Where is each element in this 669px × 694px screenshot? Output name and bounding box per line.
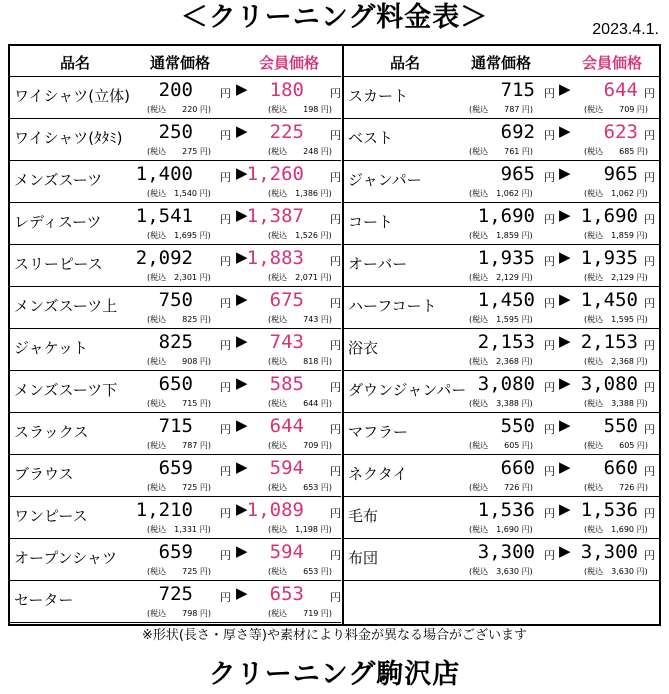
arrow-icon: ▶ — [236, 374, 248, 392]
table-row — [344, 287, 661, 329]
member-price: 623 — [603, 121, 638, 143]
item-name: ワイシャツ(立体) — [14, 87, 130, 105]
member-tax-included: (税込 1,526 円) — [268, 231, 332, 240]
member-tax-included: (税込 726 円) — [584, 483, 649, 492]
arrow-icon: ▶ — [559, 206, 571, 224]
member-tax-included: (税込 1,690 円) — [584, 525, 648, 534]
regular-tax-included: (税込 715 円) — [147, 399, 212, 408]
member-tax-included: (税込 1,595 円) — [584, 315, 648, 324]
regular-price: 1,210 — [135, 499, 193, 521]
member-price: 1,260 — [246, 163, 304, 185]
regular-price: 825 — [158, 331, 193, 353]
member-tax-included: (税込 818 円) — [268, 357, 333, 366]
regular-tax-included: (税込 2,129 円) — [469, 273, 533, 282]
item-name: コート — [348, 213, 394, 231]
item-name: スラックス — [14, 423, 89, 441]
header-member: 会員価格 — [582, 54, 643, 72]
table-row — [10, 539, 341, 581]
yen-label: 円 — [544, 507, 555, 520]
yen-label: 円 — [330, 87, 341, 100]
yen-label: 円 — [544, 87, 555, 100]
table-row — [344, 455, 661, 497]
yen-label: 円 — [330, 213, 341, 226]
yen-label: 円 — [330, 507, 341, 520]
price-column-right — [342, 46, 661, 624]
yen-label: 円 — [330, 423, 341, 436]
yen-label: 円 — [330, 297, 341, 310]
yen-label: 円 — [644, 339, 655, 352]
regular-price: 1,690 — [477, 205, 535, 227]
item-name: ダウンジャンパー — [348, 381, 467, 399]
arrow-icon: ▶ — [236, 290, 248, 308]
table-row — [10, 287, 341, 329]
member-tax-included: (税込 3,388 円) — [584, 399, 648, 408]
regular-tax-included: (税込 825 円) — [147, 315, 212, 324]
yen-label: 円 — [220, 423, 231, 436]
item-name: ジャケット — [14, 339, 88, 357]
arrow-icon: ▶ — [559, 164, 571, 182]
yen-label: 円 — [644, 423, 655, 436]
regular-tax-included: (税込 725 円) — [147, 483, 212, 492]
regular-price: 1,450 — [477, 289, 535, 311]
yen-label: 円 — [220, 255, 231, 268]
yen-label: 円 — [544, 129, 555, 142]
regular-tax-included: (税込 726 円) — [469, 483, 534, 492]
regular-tax-included: (税込 761 円) — [469, 147, 534, 156]
member-tax-included: (税込 685 円) — [584, 147, 649, 156]
table-row — [344, 329, 661, 371]
yen-label: 円 — [644, 549, 655, 562]
arrow-icon: ▶ — [236, 458, 248, 476]
regular-tax-included: (税込 2,368 円) — [469, 357, 533, 366]
arrow-icon: ▶ — [559, 500, 571, 518]
member-price: 225 — [269, 121, 304, 143]
arrow-icon: ▶ — [236, 542, 248, 560]
arrow-icon: ▶ — [559, 290, 571, 308]
regular-tax-included: (税込 605 円) — [469, 441, 534, 450]
member-price: 653 — [269, 583, 304, 605]
regular-price: 650 — [158, 373, 193, 395]
member-price: 675 — [269, 289, 304, 311]
item-name: オーバー — [348, 255, 408, 273]
item-name: ハーフコート — [348, 297, 437, 315]
yen-label: 円 — [330, 465, 341, 478]
regular-price: 692 — [500, 121, 535, 143]
yen-label: 円 — [220, 339, 231, 352]
yen-label: 円 — [644, 297, 655, 310]
header-name: 品名 — [390, 54, 421, 72]
table-row — [10, 455, 341, 497]
table-row — [10, 371, 341, 413]
member-price: 594 — [269, 457, 304, 479]
regular-price: 1,935 — [477, 247, 535, 269]
regular-tax-included: (税込 3,388 円) — [469, 399, 533, 408]
table-row — [10, 161, 341, 203]
item-name: ジャンパー — [348, 171, 422, 189]
member-price: 644 — [603, 79, 638, 101]
yen-label: 円 — [544, 339, 555, 352]
regular-tax-included: (税込 1,062 円) — [469, 189, 533, 198]
regular-tax-included: (税込 1,595 円) — [469, 315, 533, 324]
yen-label: 円 — [544, 549, 555, 562]
regular-price: 1,400 — [135, 163, 193, 185]
member-tax-included: (税込 3,630 円) — [584, 567, 648, 576]
table-row — [10, 413, 341, 455]
footnote: ※形状(長さ・厚さ等)や素材により料金が異なる場合がございます — [141, 628, 528, 643]
table-row — [344, 371, 661, 413]
table-row — [344, 497, 661, 539]
arrow-icon: ▶ — [559, 248, 571, 266]
yen-label: 円 — [544, 297, 555, 310]
regular-tax-included: (税込 798 円) — [147, 609, 212, 618]
member-tax-included: (税込 719 円) — [268, 609, 333, 618]
member-tax-included: (税込 1,062 円) — [584, 189, 648, 198]
member-price: 1,883 — [246, 247, 304, 269]
member-price: 965 — [603, 163, 638, 185]
arrow-icon: ▶ — [559, 416, 571, 434]
arrow-icon: ▶ — [236, 164, 248, 182]
table-row — [10, 77, 341, 119]
item-name: 毛布 — [348, 507, 379, 525]
table-row — [10, 119, 341, 161]
regular-price: 659 — [158, 457, 193, 479]
regular-tax-included: (税込 1,690 円) — [469, 525, 533, 534]
yen-label: 円 — [330, 549, 341, 562]
yen-label: 円 — [220, 591, 231, 604]
item-name: マフラー — [348, 423, 409, 441]
regular-price: 1,541 — [135, 205, 193, 227]
regular-price: 715 — [158, 415, 193, 437]
member-tax-included: (税込 709 円) — [268, 441, 333, 450]
yen-label: 円 — [220, 465, 231, 478]
yen-label: 円 — [220, 549, 231, 562]
table-row — [344, 77, 661, 119]
arrow-icon: ▶ — [559, 542, 571, 560]
arrow-icon: ▶ — [236, 80, 248, 98]
regular-price: 715 — [500, 79, 535, 101]
yen-label: 円 — [544, 171, 555, 184]
yen-label: 円 — [644, 87, 655, 100]
regular-price: 2,153 — [477, 331, 535, 353]
yen-label: 円 — [644, 381, 655, 394]
header-regular: 通常価格 — [471, 54, 532, 72]
table-row — [344, 413, 661, 455]
member-price: 743 — [269, 331, 304, 353]
member-price: 1,450 — [580, 289, 638, 311]
member-tax-included: (税込 605 円) — [584, 441, 649, 450]
arrow-icon: ▶ — [236, 584, 248, 602]
regular-tax-included: (税込 1,859 円) — [469, 231, 533, 240]
member-price: 550 — [603, 415, 638, 437]
yen-label: 円 — [544, 465, 555, 478]
regular-price: 750 — [158, 289, 193, 311]
item-name: ワイシャツ(ﾀﾀﾐ) — [14, 129, 123, 147]
item-name: スカート — [348, 87, 409, 105]
item-name: ワンピース — [14, 507, 88, 525]
price-table — [8, 44, 661, 626]
item-name: メンズスーツ上 — [14, 297, 118, 315]
yen-label: 円 — [644, 129, 655, 142]
member-tax-included: (税込 1,198 円) — [268, 525, 332, 534]
member-price: 1,935 — [580, 247, 638, 269]
arrow-icon: ▶ — [559, 374, 571, 392]
regular-price: 3,300 — [477, 541, 535, 563]
arrow-icon: ▶ — [559, 458, 571, 476]
item-name: メンズスーツ下 — [14, 381, 118, 399]
arrow-icon: ▶ — [559, 80, 571, 98]
regular-tax-included: (税込 787 円) — [469, 105, 534, 114]
item-name: メンズスーツ — [14, 171, 103, 189]
price-column-left — [10, 46, 341, 624]
header-regular: 通常価格 — [150, 54, 211, 72]
member-tax-included: (税込 644 円) — [268, 399, 333, 408]
item-name: 浴衣 — [348, 339, 379, 357]
arrow-icon: ▶ — [236, 248, 248, 266]
table-row — [344, 539, 661, 581]
member-price: 594 — [269, 541, 304, 563]
table-row — [344, 203, 661, 245]
regular-tax-included: (税込 908 円) — [147, 357, 212, 366]
regular-price: 1,536 — [477, 499, 535, 521]
member-tax-included: (税込 1,859 円) — [584, 231, 648, 240]
yen-label: 円 — [544, 423, 555, 436]
regular-tax-included: (税込 3,630 円) — [469, 567, 533, 576]
yen-label: 円 — [544, 381, 555, 394]
regular-price: 659 — [158, 541, 193, 563]
member-price: 180 — [269, 79, 304, 101]
yen-label: 円 — [644, 255, 655, 268]
regular-tax-included: (税込 1,540 円) — [147, 189, 211, 198]
regular-price: 965 — [500, 163, 535, 185]
member-price: 1,089 — [246, 499, 304, 521]
item-name: 布団 — [348, 549, 379, 567]
member-tax-included: (税込 248 円) — [268, 147, 333, 156]
yen-label: 円 — [330, 171, 341, 184]
yen-label: 円 — [644, 171, 655, 184]
table-row — [10, 329, 341, 371]
yen-label: 円 — [644, 465, 655, 478]
yen-label: 円 — [330, 129, 341, 142]
regular-tax-included: (税込 1,695 円) — [147, 231, 211, 240]
member-tax-included: (税込 2,071 円) — [268, 273, 332, 282]
member-tax-included: (税込 1,386 円) — [268, 189, 332, 198]
member-tax-included: (税込 198 円) — [268, 105, 333, 114]
arrow-icon: ▶ — [559, 332, 571, 350]
yen-label: 円 — [330, 339, 341, 352]
item-name: オープンシャツ — [14, 549, 117, 567]
yen-label: 円 — [644, 213, 655, 226]
regular-price: 2,092 — [135, 247, 193, 269]
regular-tax-included: (税込 275 円) — [147, 147, 212, 156]
table-row — [10, 203, 341, 245]
regular-tax-included: (税込 1,331 円) — [147, 525, 211, 534]
yen-label: 円 — [220, 507, 231, 520]
item-name: ブラウス — [14, 465, 74, 483]
arrow-icon: ▶ — [236, 332, 248, 350]
member-price: 1,387 — [246, 205, 304, 227]
yen-label: 円 — [544, 255, 555, 268]
yen-label: 円 — [330, 255, 341, 268]
regular-price: 250 — [158, 121, 193, 143]
table-row — [344, 161, 661, 203]
member-price: 1,536 — [580, 499, 638, 521]
member-price: 585 — [269, 373, 304, 395]
item-name: スリーピース — [14, 255, 103, 273]
member-tax-included: (税込 2,368 円) — [584, 357, 648, 366]
yen-label: 円 — [544, 213, 555, 226]
yen-label: 円 — [220, 171, 231, 184]
member-tax-included: (税込 709 円) — [584, 105, 649, 114]
table-row — [344, 245, 661, 287]
item-name: ベスト — [348, 129, 394, 147]
regular-price: 200 — [158, 79, 193, 101]
page-title: ＜クリーニング料金表＞ — [180, 2, 489, 33]
yen-label: 円 — [330, 381, 341, 394]
regular-price: 3,080 — [477, 373, 535, 395]
yen-label: 円 — [644, 507, 655, 520]
member-price: 660 — [603, 457, 638, 479]
yen-label: 円 — [220, 297, 231, 310]
arrow-icon: ▶ — [236, 206, 248, 224]
item-name: セーター — [14, 591, 74, 609]
member-price: 3,300 — [580, 541, 638, 563]
regular-price: 550 — [500, 415, 535, 437]
table-row — [10, 245, 341, 287]
regular-price: 725 — [158, 583, 193, 605]
effective-date: 2023.4.1. — [592, 21, 659, 38]
arrow-icon: ▶ — [236, 500, 248, 518]
regular-tax-included: (税込 2,301 円) — [147, 273, 211, 282]
arrow-icon: ▶ — [236, 122, 248, 140]
yen-label: 円 — [220, 381, 231, 394]
regular-tax-included: (税込 787 円) — [147, 441, 212, 450]
item-name: ネクタイ — [348, 465, 408, 483]
arrow-icon: ▶ — [236, 416, 248, 434]
table-row — [10, 497, 341, 539]
member-tax-included: (税込 653 円) — [268, 567, 333, 576]
item-name: レディスーツ — [14, 213, 102, 231]
yen-label: 円 — [220, 213, 231, 226]
member-tax-included: (税込 743 円) — [268, 315, 333, 324]
table-header — [344, 46, 661, 77]
member-tax-included: (税込 653 円) — [268, 483, 333, 492]
table-row — [10, 581, 341, 623]
table-header — [10, 46, 341, 77]
regular-tax-included: (税込 725 円) — [147, 567, 212, 576]
member-price: 2,153 — [580, 331, 638, 353]
header-name: 品名 — [60, 54, 91, 72]
member-price: 3,080 — [580, 373, 638, 395]
shop-name: クリーニング駒沢店 — [208, 659, 461, 690]
member-price: 1,690 — [580, 205, 638, 227]
member-price: 644 — [269, 415, 304, 437]
regular-price: 660 — [500, 457, 535, 479]
table-row — [344, 119, 661, 161]
regular-tax-included: (税込 220 円) — [147, 105, 212, 114]
yen-label: 円 — [220, 129, 231, 142]
yen-label: 円 — [330, 591, 341, 604]
yen-label: 円 — [220, 87, 231, 100]
header-member: 会員価格 — [259, 54, 320, 72]
arrow-icon: ▶ — [559, 122, 571, 140]
member-tax-included: (税込 2,129 円) — [584, 273, 648, 282]
